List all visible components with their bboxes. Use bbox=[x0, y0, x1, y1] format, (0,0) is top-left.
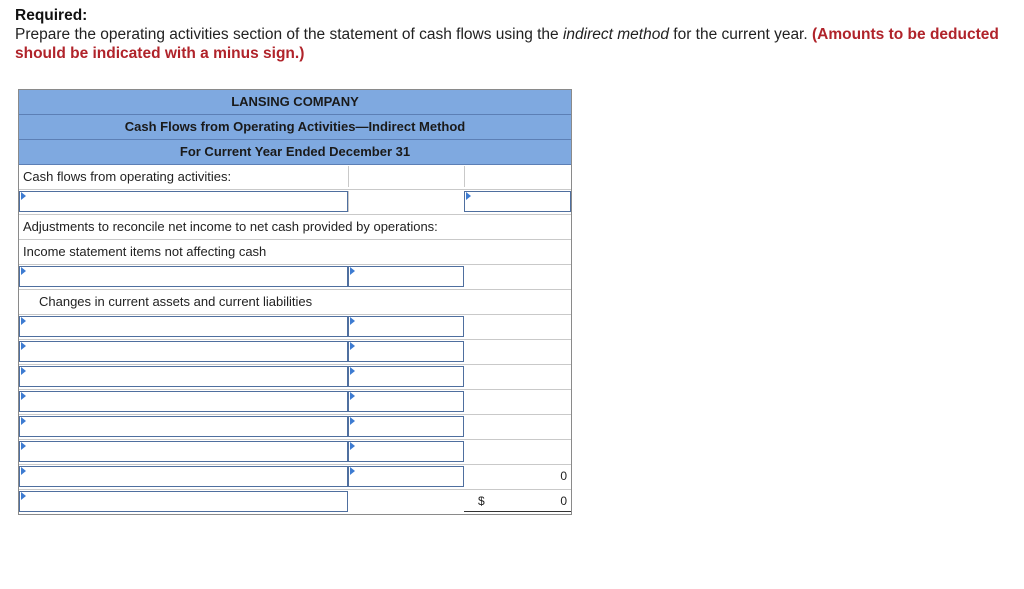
subtotal-value-cell bbox=[464, 466, 571, 487]
dropdown-marker-icon bbox=[21, 442, 26, 450]
dropdown-marker-icon bbox=[350, 342, 355, 350]
change-item-label-input[interactable] bbox=[19, 416, 348, 437]
total-row bbox=[19, 490, 571, 514]
spacer-cell bbox=[348, 191, 464, 212]
subtotal-amount-input[interactable] bbox=[348, 466, 464, 487]
subtotal-value: 0 bbox=[560, 469, 567, 483]
statement-title: Cash Flows from Operating Activities—Indirect Method bbox=[19, 115, 571, 140]
changes-row bbox=[19, 290, 571, 315]
dropdown-marker-icon bbox=[21, 267, 26, 275]
dropdown-marker-icon bbox=[350, 442, 355, 450]
total-currency: $ bbox=[478, 494, 485, 508]
adjustments-row bbox=[19, 215, 571, 240]
dropdown-marker-icon bbox=[21, 342, 26, 350]
instruction-text-b: for the current year. bbox=[668, 26, 812, 43]
net-income-amount-input[interactable] bbox=[464, 191, 571, 212]
total-value: 0 bbox=[560, 494, 567, 508]
change-item-label-input[interactable] bbox=[19, 441, 348, 462]
section-label: Cash flows from operating activities: bbox=[23, 169, 232, 184]
change-item-amount-input[interactable] bbox=[348, 341, 464, 362]
required-label: Required: bbox=[15, 7, 88, 24]
subtotal-label-input[interactable] bbox=[19, 466, 348, 487]
change-item-amount-input[interactable] bbox=[348, 441, 464, 462]
company-name: LANSING COMPANY bbox=[19, 90, 571, 115]
income-item-row bbox=[19, 265, 571, 290]
change-item-row bbox=[19, 365, 571, 390]
adjustments-label: Adjustments to reconcile net income to net cash provided by operations: bbox=[23, 219, 438, 234]
section-label-row bbox=[19, 165, 571, 190]
dropdown-marker-icon bbox=[350, 467, 355, 475]
change-item-row bbox=[19, 340, 571, 365]
dropdown-marker-icon bbox=[21, 417, 26, 425]
subtotal-row bbox=[19, 465, 571, 490]
income-items-label: Income statement items not affecting cash bbox=[23, 244, 267, 259]
dropdown-marker-icon bbox=[350, 317, 355, 325]
instruction-text-a: Prepare the operating activities section of the statement of cash flows using the bbox=[15, 26, 563, 43]
change-item-amount-input[interactable] bbox=[348, 416, 464, 437]
instructions bbox=[15, 6, 1015, 63]
changes-label: Changes in current assets and current liabilities bbox=[39, 294, 313, 309]
change-item-amount-input[interactable] bbox=[348, 316, 464, 337]
change-item-label-input[interactable] bbox=[19, 366, 348, 387]
change-item-label-input[interactable] bbox=[19, 341, 348, 362]
net-income-label-input[interactable] bbox=[19, 191, 348, 212]
statement-period: For Current Year Ended December 31 bbox=[19, 140, 571, 165]
income-item-label-input[interactable] bbox=[19, 266, 348, 287]
change-item-label-input[interactable] bbox=[19, 316, 348, 337]
cash-flow-worksheet bbox=[18, 89, 572, 515]
instruction-text bbox=[15, 25, 1015, 63]
change-item-row bbox=[19, 390, 571, 415]
dropdown-marker-icon bbox=[350, 367, 355, 375]
change-item-amount-input[interactable] bbox=[348, 366, 464, 387]
dropdown-marker-icon bbox=[21, 367, 26, 375]
change-item-row bbox=[19, 415, 571, 440]
dropdown-marker-icon bbox=[21, 492, 26, 500]
change-item-row bbox=[19, 315, 571, 340]
dropdown-marker-icon bbox=[21, 317, 26, 325]
dropdown-marker-icon bbox=[21, 192, 26, 200]
income-item-amount-input[interactable] bbox=[348, 266, 464, 287]
instruction-red-note: (Amounts to be deducted should be indicated with a minus sign.) bbox=[15, 26, 999, 62]
dropdown-marker-icon bbox=[21, 392, 26, 400]
total-label-input[interactable] bbox=[19, 491, 348, 512]
dropdown-marker-icon bbox=[21, 467, 26, 475]
income-items-row bbox=[19, 240, 571, 265]
change-item-label-input[interactable] bbox=[19, 391, 348, 412]
dropdown-marker-icon bbox=[466, 192, 471, 200]
spacer-cell bbox=[348, 166, 464, 187]
dropdown-marker-icon bbox=[350, 417, 355, 425]
instruction-emphasis: indirect method bbox=[562, 26, 669, 43]
total-value-cell bbox=[464, 491, 571, 512]
net-income-row bbox=[19, 190, 571, 215]
spacer-cell bbox=[464, 166, 571, 187]
dropdown-marker-icon bbox=[350, 267, 355, 275]
change-item-amount-input[interactable] bbox=[348, 391, 464, 412]
change-item-row bbox=[19, 440, 571, 465]
dropdown-marker-icon bbox=[350, 392, 355, 400]
